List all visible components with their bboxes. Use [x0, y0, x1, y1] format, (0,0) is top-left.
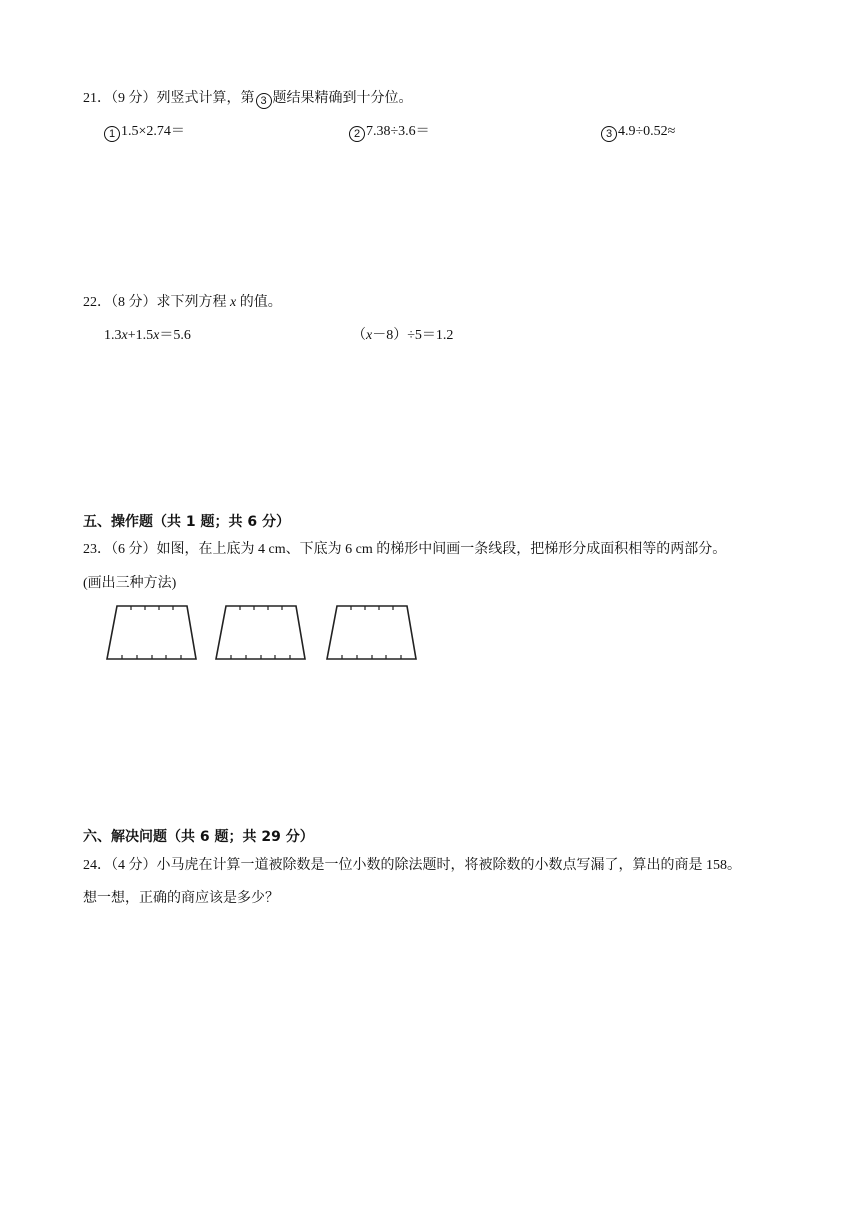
q21-item-1-expr: 1.5×2.74＝: [121, 124, 185, 139]
section-6-title: 六、解决问题（共 6 题；共 29 分）: [83, 829, 314, 845]
eq1-rhs: ＝5.6: [159, 328, 191, 343]
q22-equation-2: [352, 327, 453, 345]
eq1-var-1: x: [121, 328, 128, 343]
q22-prefix: 22．（8 分）求下列方程: [83, 295, 230, 310]
q22-var: x: [230, 295, 237, 310]
circled-number-2: 2: [349, 126, 365, 142]
q21-item-2-expr: 7.38÷3.6＝: [366, 124, 430, 139]
eq2-open-paren: （: [352, 328, 366, 343]
circled-number-3: 3: [256, 93, 272, 109]
circled-number-3: 3: [601, 126, 617, 142]
eq1-var-2: x: [153, 328, 160, 343]
q22-equation-1: [104, 327, 191, 345]
eq1-coef-a: 1.3: [104, 328, 122, 343]
section-5-title: 五、操作题（共 1 题；共 6 分）: [83, 514, 290, 530]
q21-prompt: [83, 90, 413, 109]
trapezoid-figure-3: [324, 603, 420, 663]
q21-item-2: [349, 123, 430, 142]
q24-line-2: 想一想，正确的商应该是多少？: [83, 891, 279, 906]
q23-line-1: 23．（6 分）如图，在上底为 4 cm、下底为 6 cm 的梯形中间画一条线段，把梯形分成面积相等的两部分。: [83, 542, 727, 557]
q21-prefix: 21．（9 分）列竖式计算，第: [83, 91, 255, 106]
q21-item-1: [104, 123, 185, 142]
q21-item-3-expr: 4.9÷0.52≈: [618, 124, 676, 139]
q21-item-3: [601, 123, 675, 142]
q24-line-1: 24．（4 分）小马虎在计算一道被除数是一位小数的除法题时，将被除数的小数点写漏了，算出的商是 158。: [83, 858, 741, 873]
trapezoid-figure-1: [104, 603, 200, 663]
trapezoid-figure-2: [213, 603, 309, 663]
q22-suffix: 的值。: [236, 295, 282, 310]
eq2-rest: －8）÷5＝1.2: [372, 328, 454, 343]
eq2-var: x: [366, 328, 373, 343]
q22-prompt: [83, 294, 282, 312]
q21-suffix: 题结果精确到十分位。: [272, 91, 413, 106]
q23-line-2: (画出三种方法): [83, 576, 177, 591]
circled-number-1: 1: [104, 126, 120, 142]
eq1-coef-b: +1.5: [127, 328, 154, 343]
